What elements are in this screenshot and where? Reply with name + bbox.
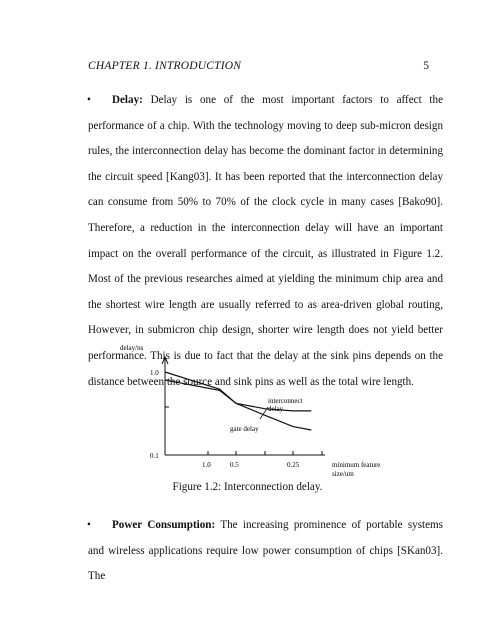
delay-title: Delay: — [112, 94, 143, 106]
figure-interconnection-delay — [110, 335, 400, 495]
power-item — [88, 513, 443, 590]
y-tick-label: 1.0 — [150, 369, 159, 377]
annotation-delay: delay — [268, 405, 284, 413]
bullet-icon: • — [87, 94, 91, 106]
delay-text: Delay is one of the most important factors to affect the performance of a chip. With the technology moving to deep sub-micron design rules, the interconnection delay has become the dominant factor in determining the circuit speed [Kang03]. It has been reported that the interconnection delay can consume from 50% to 70% of the clock cycle in many cases [Bako90]. Therefore, a reduction in the interconnection delay will have an important impact on the overall performance of the circuit, as illustrated in Figure 1.2. Most of the previous researches aimed at yielding the minimum chip area and the shortest wire length are usually referred to as area-driven global routing, However, in submicron chip design, shorter wire length does not yield better performance. This is due to fact that the delay at the sink pins depends on the distance between the source and sink pins as well as the total wire length. — [88, 94, 443, 388]
page-header — [88, 60, 429, 72]
figure-caption: Figure 1.2: Interconnection delay. — [172, 481, 323, 493]
bullet-icon: • — [87, 519, 91, 531]
x-tick-label: 0.25 — [287, 461, 300, 469]
x-axis-label: size/um — [332, 470, 354, 478]
x-tick-label: 0.5 — [230, 461, 239, 469]
y-axis-label: delay/ns — [120, 344, 144, 352]
gate-delay-label: gate delay — [230, 425, 259, 433]
page-number: 5 — [423, 60, 429, 72]
power-text: The increasing prominence of portable systems and wireless applications require low power consumption of chips [SKan03]. The — [88, 519, 443, 583]
power-title: Power Consumption: — [112, 519, 216, 531]
chapter-title: CHAPTER 1. INTRODUCTION — [88, 60, 242, 72]
interconnect-delay-line — [165, 380, 311, 411]
annotation-interconnect: interconnect — [268, 397, 303, 405]
x-axis-label: minimum feature — [332, 461, 381, 469]
x-tick-label: 1.0 — [202, 461, 211, 469]
delay-chart — [110, 335, 400, 495]
power-paragraph — [88, 513, 443, 590]
y-tick-label: 0.1 — [150, 452, 159, 460]
